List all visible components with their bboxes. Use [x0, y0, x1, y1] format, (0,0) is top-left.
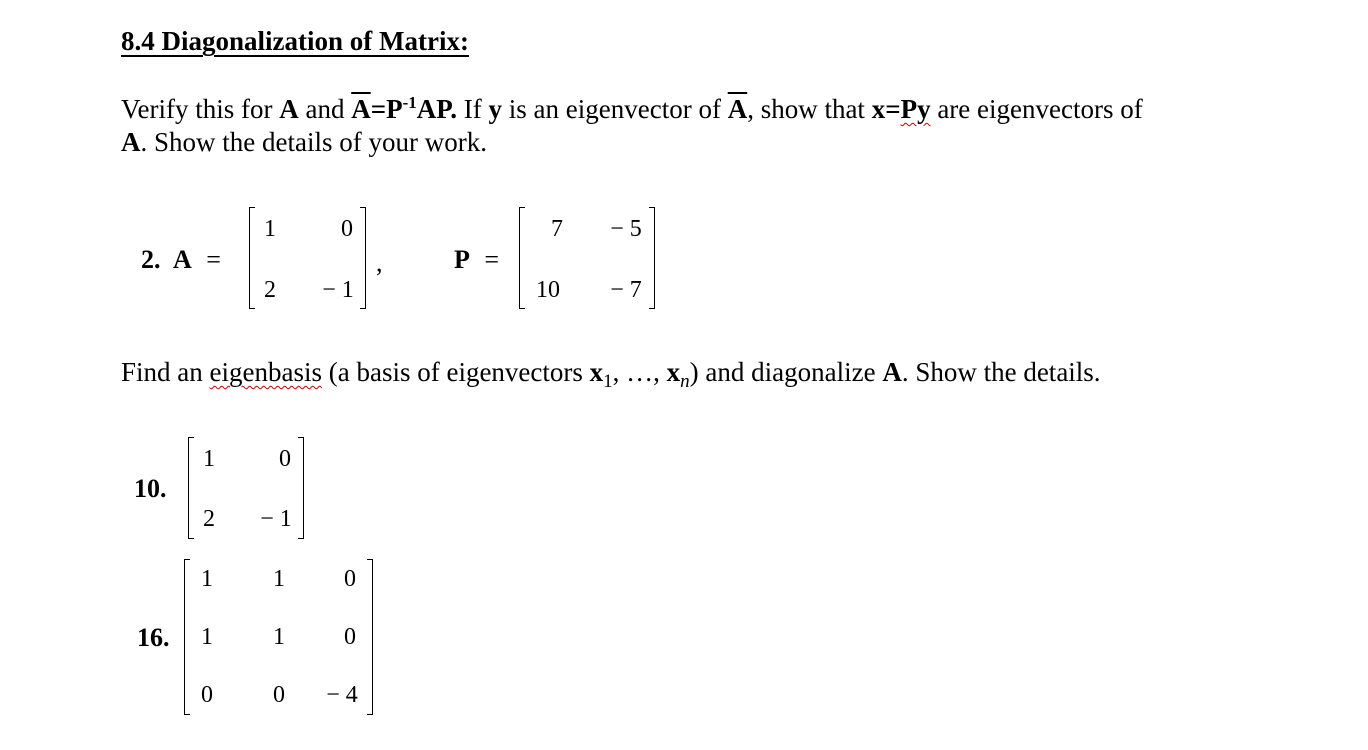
matrix-cell: 1 [264, 216, 276, 242]
matrix-cell: 1 [201, 624, 213, 650]
right-bracket [298, 437, 304, 539]
matrix-p-symbol: P [454, 245, 470, 274]
problem-2 [141, 245, 221, 275]
right-bracket [360, 207, 366, 309]
equation-part: x= [871, 94, 901, 124]
x-vector-symbol: x [589, 357, 604, 387]
intro-text: If [463, 94, 482, 124]
instruction-text: , …, [612, 357, 660, 387]
matrix-cell: − 4 [326, 682, 358, 708]
subscript: 1 [603, 371, 613, 392]
right-bracket [367, 559, 373, 715]
matrix-cell: − 1 [322, 277, 354, 303]
intro-text: and [305, 94, 345, 124]
matrix-a-symbol: A [121, 127, 141, 157]
matrix-cell: − 5 [610, 216, 642, 242]
matrix-cell: 1 [201, 566, 213, 592]
left-bracket [188, 437, 194, 539]
a-bar-symbol: $\overline{A}$ [351, 94, 371, 124]
matrix-cell: 0 [279, 446, 291, 472]
equation-part: AP. [416, 94, 458, 124]
comma: , [376, 248, 383, 277]
intro-text: Verify this for [121, 94, 273, 124]
matrix-a-symbol: A [882, 357, 902, 387]
equation-part: =P [370, 94, 403, 124]
matrix-cell: 0 [341, 216, 353, 242]
equals-sign: = [206, 245, 221, 274]
left-bracket [184, 559, 190, 715]
right-bracket [649, 207, 655, 309]
matrix-a-symbol: A [173, 245, 192, 274]
instruction-text: (a basis of eigenvectors [328, 357, 583, 387]
matrix-cell: 2 [203, 506, 215, 532]
matrix-cell: 0 [344, 566, 356, 592]
left-bracket [249, 207, 255, 309]
matrix-p-label [454, 245, 499, 275]
intro-text: is an eigenvector of [508, 94, 721, 124]
matrix-a-symbol: A [279, 94, 299, 124]
intro-line-2 [121, 126, 487, 159]
instruction-text: . Show the details. [901, 357, 1101, 387]
find-eigenbasis-instruction [121, 356, 1101, 392]
matrix-cell: 0 [344, 624, 356, 650]
subscript: n [680, 371, 690, 392]
matrix-cell: 10 [536, 277, 560, 303]
instruction-text: Find an [121, 357, 203, 387]
inverse-exponent: -1 [402, 93, 417, 112]
matrix-cell: 0 [273, 682, 285, 708]
matrix-cell: − 1 [260, 506, 292, 532]
left-bracket [519, 207, 525, 309]
instruction-text: ) and diagonalize [689, 357, 876, 387]
spellcheck-flagged-word: eigenbasis [209, 357, 322, 387]
equals-sign: = [484, 245, 500, 274]
intro-text: . Show the details of your work. [140, 127, 487, 157]
matrix-cell: 7 [551, 216, 563, 242]
intro-text: , show that [747, 94, 865, 124]
problem-number: 10. [134, 474, 167, 503]
y-symbol: y [488, 94, 503, 124]
section-heading: 8.4 Diagonalization of Matrix: [121, 26, 469, 56]
problem-number: 16. [137, 623, 170, 652]
matrix-cell: 0 [201, 682, 213, 708]
matrix-cell: 1 [203, 446, 215, 472]
intro-line-1 [121, 93, 1143, 129]
spellcheck-flagged-word: Py [900, 94, 931, 124]
intro-text: are eigenvectors of [937, 94, 1143, 124]
matrix-cell: − 7 [610, 277, 642, 303]
x-vector-symbol: x [666, 357, 681, 387]
matrix-cell: 1 [273, 624, 285, 650]
matrix-cell: 1 [273, 566, 285, 592]
matrix-cell: 2 [264, 277, 276, 303]
a-bar-symbol: $\overline{A}$ [727, 94, 748, 124]
problem-number: 2. [141, 245, 161, 274]
